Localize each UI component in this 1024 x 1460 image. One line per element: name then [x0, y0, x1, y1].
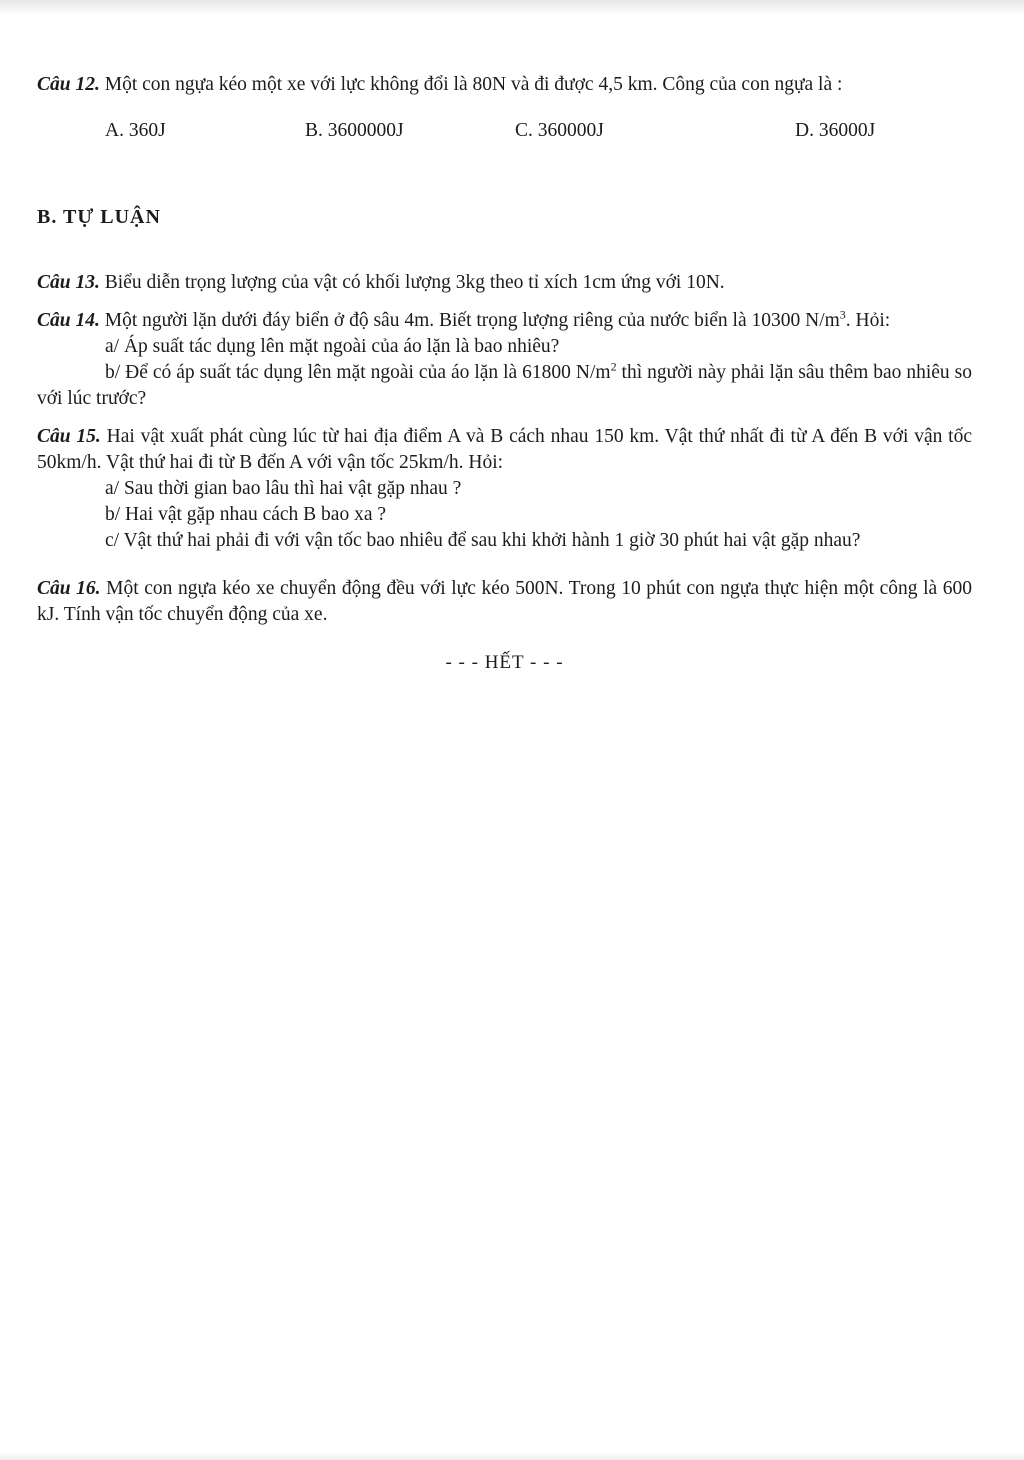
question-15-part-c: c/ Vật thứ hai phải đi với vận tốc bao nhiêu để sau khi khởi hành 1 giờ 30 phút hai vật gặp nhau?: [105, 530, 861, 551]
section-b-title: B. TỰ LUẬN: [37, 206, 161, 228]
option-b: B. 3600000J: [305, 120, 404, 141]
end-marker: - - - HẾT - - -: [445, 652, 564, 673]
question-14-label: Câu 14.: [37, 310, 100, 331]
exam-page: [37, 72, 972, 676]
question-15: [37, 424, 972, 476]
question-16-text: Một con ngựa kéo xe chuyển động đều với lực kéo 500N. Trong 10 phút con ngựa thực hiện một công là 600 kJ. Tính vận tốc chuyển động của xe.: [37, 578, 972, 625]
question-16: [37, 576, 972, 628]
viewer-top-edge: [0, 0, 1024, 14]
question-14-part-a: a/ Áp suất tác dụng lên mặt ngoài của áo lặn là bao nhiêu?: [105, 336, 560, 357]
question-14-part-b-text-end: thì người này phải lặn sâu thêm bao nhiêu so với lúc trước?: [37, 362, 972, 409]
option-a: A. 360J: [105, 120, 166, 141]
question-14-part-b-exponent: 2: [610, 359, 617, 374]
question-14-exponent: 3: [839, 307, 846, 322]
question-16-label: Câu 16.: [37, 578, 101, 599]
question-15-label: Câu 15.: [37, 426, 101, 447]
option-c: C. 360000J: [515, 120, 604, 141]
option-d: D. 36000J: [795, 120, 876, 141]
question-14-text-end: . Hỏi:: [845, 310, 891, 331]
question-15-part-a: a/ Sau thời gian bao lâu thì hai vật gặp nhau ?: [105, 478, 462, 499]
question-13: [37, 270, 972, 296]
question-12-options: [105, 118, 945, 144]
question-14-text: Một người lặn dưới đáy biển ở độ sâu 4m. Biết trọng lượng riêng của nước biển là 10300 N/m: [99, 310, 840, 331]
question-13-label: Câu 13.: [37, 272, 100, 293]
question-15-text: Hai vật xuất phát cùng lúc từ hai địa điểm A và B cách nhau 150 km. Vật thứ nhất đi từ A đến B với vận tốc 50km/h. Vật thứ hai đi từ B đến A với vận tốc 25km/h. Hỏi:: [37, 426, 972, 473]
question-12-label: Câu 12.: [37, 74, 100, 95]
question-14-part-b-text: b/ Để có áp suất tác dụng lên mặt ngoài của áo lặn là 61800 N/m: [105, 362, 611, 383]
question-12: [37, 72, 972, 98]
question-12-text: Một con ngựa kéo một xe với lực không đổi là 80N và đi được 4,5 km. Công của con ngựa là :: [99, 74, 843, 95]
question-14-part-b: [37, 360, 972, 412]
question-15-part-b: b/ Hai vật gặp nhau cách B bao xa ?: [105, 504, 387, 525]
question-13-text: Biểu diễn trọng lượng của vật có khối lượng 3kg theo tỉ xích 1cm ứng với 10N.: [99, 272, 725, 293]
viewer-bottom-edge: [0, 1452, 1024, 1460]
question-14: [37, 308, 972, 334]
